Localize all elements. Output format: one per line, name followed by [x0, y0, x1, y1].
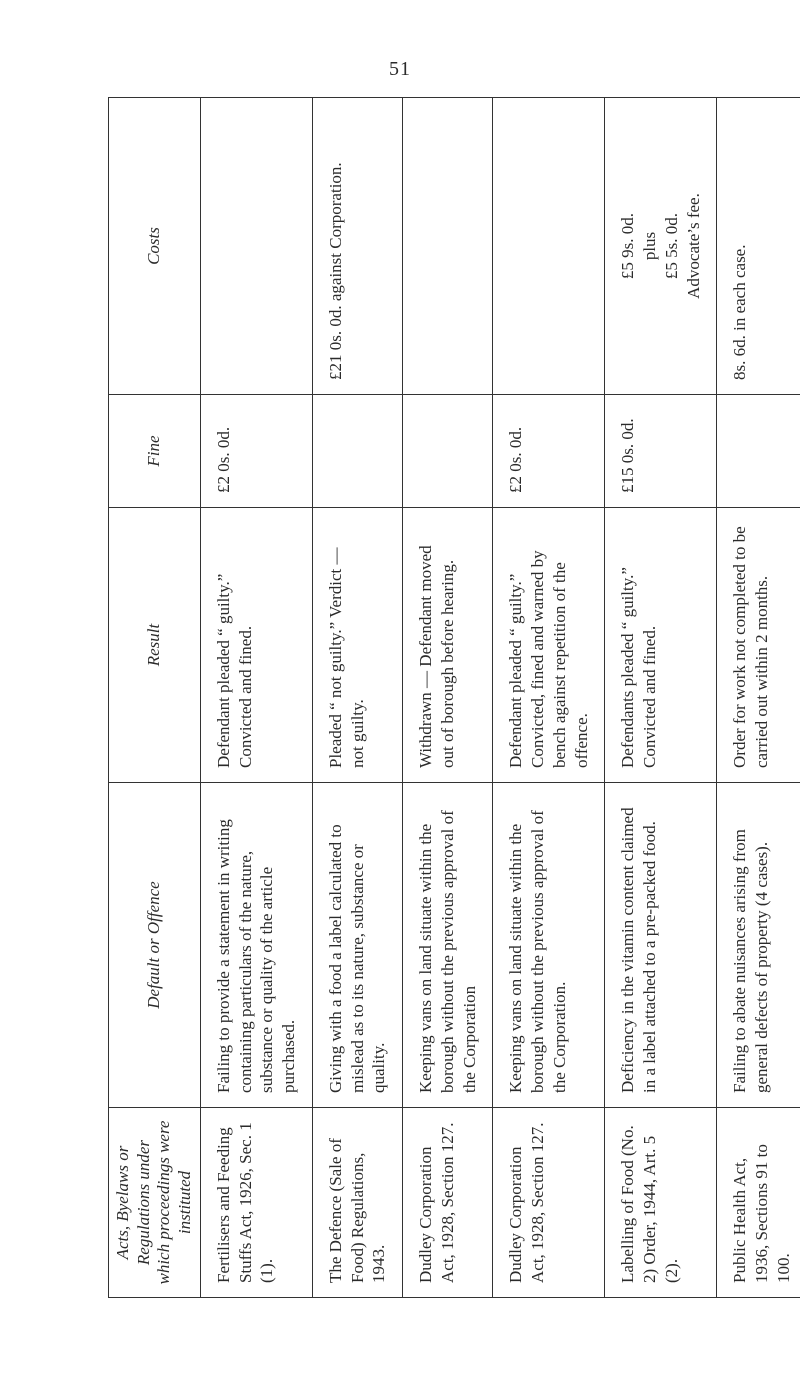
cell-costs — [403, 98, 493, 395]
cell-result: Pleaded “ not guilty.” Verdict — not guilty. — [312, 508, 402, 783]
header-acts: Acts, Byelaws or Regulations under which proceedings were instituted — [109, 1108, 201, 1298]
cell-costs — [200, 98, 312, 395]
cell-offence: Keeping vans on land situate within the borough without the previous approval of the Corporation. — [493, 783, 605, 1108]
cell-result: Defendant pleaded “ guilty.” Convicted, fined and warned by bench against repetition of the offence. — [493, 508, 605, 783]
costs-plus: plus — [640, 231, 660, 261]
table-header-row — [109, 98, 201, 1298]
cell-acts: Public Health Act, 1936, Sections 91 to 100. — [717, 1108, 800, 1298]
cell-acts: Fertilisers and Feeding Stuffs Act, 1926, Sec. 1 (1). — [200, 1108, 312, 1298]
header-result: Result — [109, 508, 201, 783]
prosecutions-table — [108, 97, 800, 1298]
costs-advocate-label: Advocate’s fee. — [683, 193, 703, 299]
cell-costs — [493, 98, 605, 395]
cell-offence: Failing to provide a statement in writing containing particulars of the nature, substance or quality of the article purchased. — [200, 783, 312, 1108]
costs-amount-advocate: £5 5s. 0d. — [661, 212, 681, 280]
table-row — [605, 98, 717, 1298]
cell-offence: Deficiency in the vitamin content claimed in a label attached to a pre-packed food. — [605, 783, 717, 1108]
table-row — [493, 98, 605, 1298]
cell-result: Defendants pleaded “ guilty.” Convicted and fined. — [605, 508, 717, 783]
table-row — [717, 98, 800, 1298]
cell-result: Order for work not completed to be carried out within 2 months. — [717, 508, 800, 783]
cell-fine — [403, 395, 493, 508]
cell-fine: £2 0s. 0d. — [200, 395, 312, 508]
cell-costs — [605, 98, 717, 395]
header-costs: Costs — [109, 98, 201, 395]
cell-offence: Giving with a food a label calculated to mislead as to its nature, substance or quality. — [312, 783, 402, 1108]
cell-result: Withdrawn — Defendant moved out of borough before hearing. — [403, 508, 493, 783]
prosecutions-table-container — [108, 98, 793, 1298]
table-row — [200, 98, 312, 1298]
header-fine: Fine — [109, 395, 201, 508]
cell-acts: The Defence (Sale of Food) Regulations, 1943. — [312, 1108, 402, 1298]
cell-fine — [312, 395, 402, 508]
cell-fine: £15 0s. 0d. — [605, 395, 717, 508]
cell-offence: Failing to abate nuisances arising from general defects of property (4 cases). — [717, 783, 800, 1108]
header-offence: Default or Offence — [109, 783, 201, 1108]
cell-fine — [717, 395, 800, 508]
table-row — [312, 98, 402, 1298]
cell-costs: £21 0s. 0d. against Corporation. — [312, 98, 402, 395]
costs-amount: £5 9s. 0d. — [618, 212, 638, 280]
cell-result: Defendant pleaded “ guilty.” Convicted and fined. — [200, 508, 312, 783]
page-number: 51 — [389, 58, 411, 80]
table-row — [403, 98, 493, 1298]
cell-offence: Keeping vans on land situate within the borough without the previous approval of the Corporation — [403, 783, 493, 1108]
cell-costs: 8s. 6d. in each case. — [717, 98, 800, 395]
cell-acts: Dudley Corporation Act, 1928, Section 127. — [493, 1108, 605, 1298]
cell-acts: Labelling of Food (No. 2) Order, 1944, Art. 5 (2). — [605, 1108, 717, 1298]
cell-acts: Dudley Corporation Act, 1928, Section 127. — [403, 1108, 493, 1298]
cell-fine: £2 0s. 0d. — [493, 395, 605, 508]
